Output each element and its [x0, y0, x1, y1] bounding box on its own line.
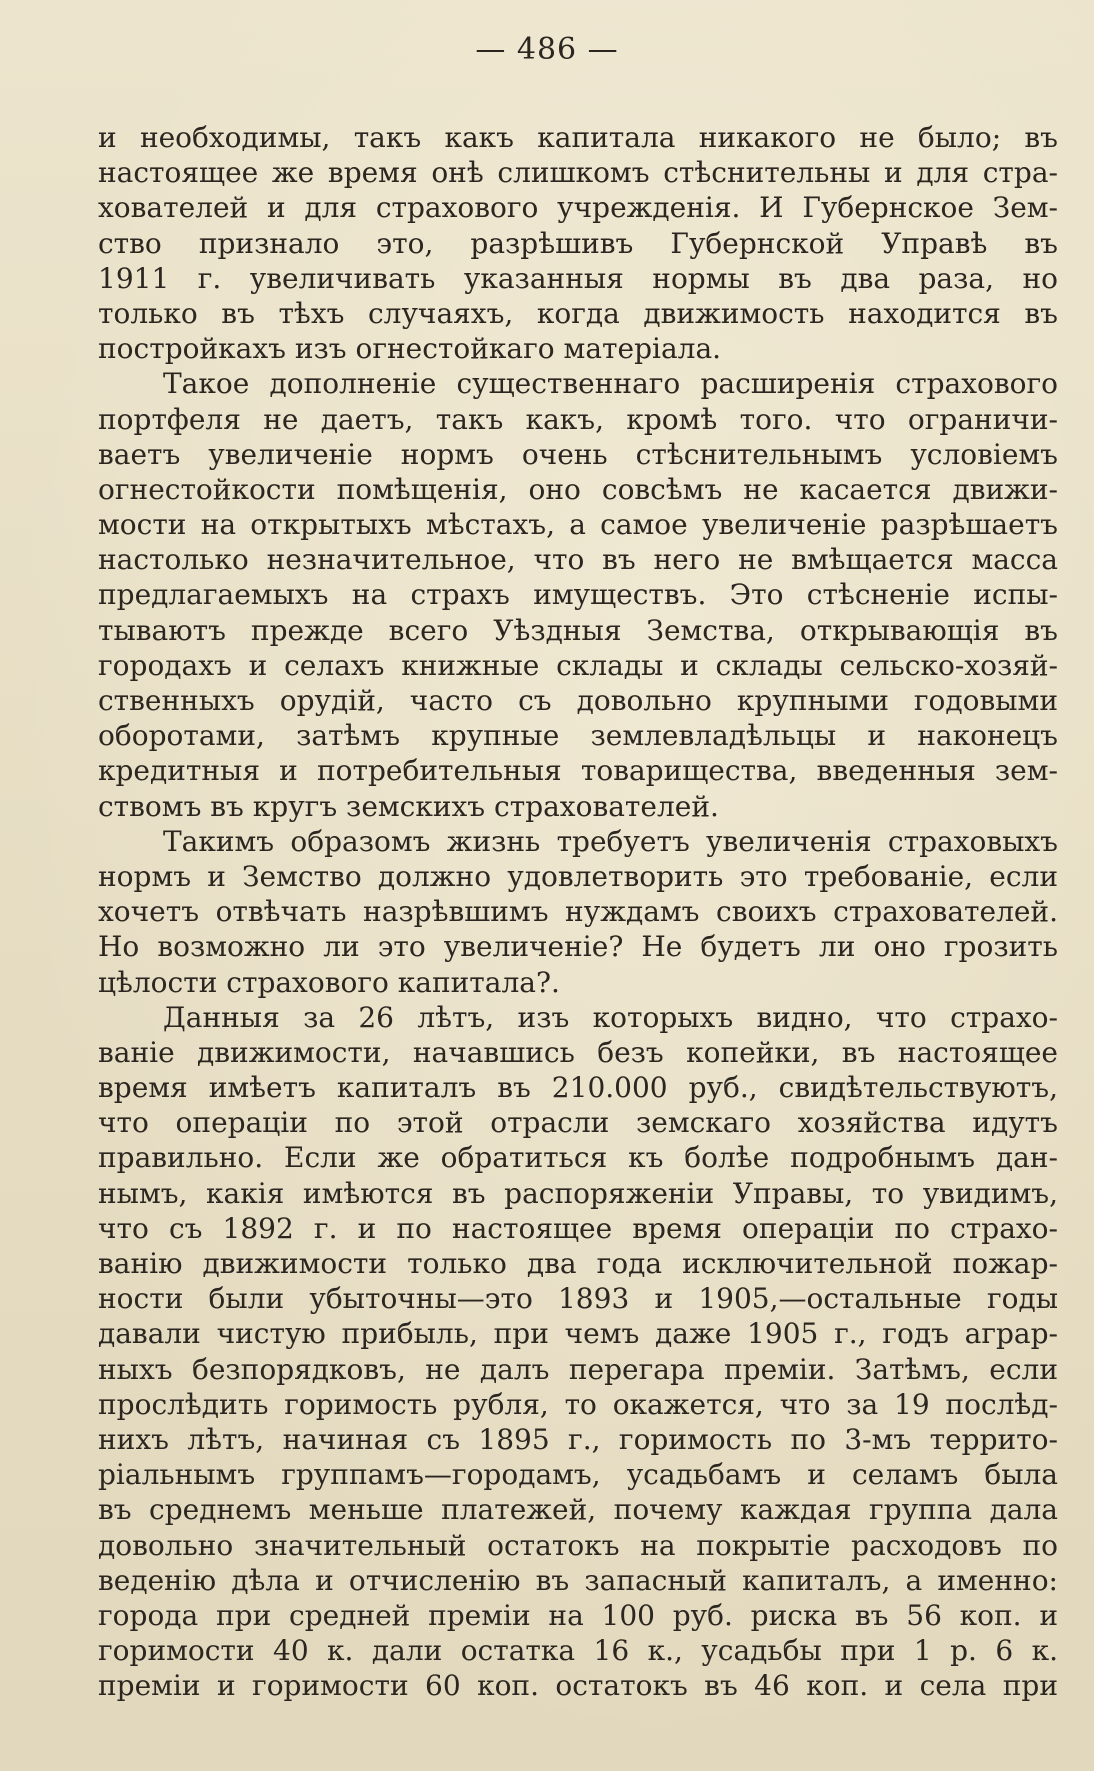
text-line: нымъ, какія имѣются въ распоряженіи Управы, то увидимъ, [98, 1176, 1058, 1210]
text-line: время имѣетъ капиталъ въ 210.000 руб., свидѣтельствуютъ, [98, 1071, 1058, 1105]
text-line: ности были убыточны—это 1893 и 1905,—остальные годы [98, 1282, 1058, 1316]
text-line: 1911 г. увеличивать указанныя нормы въ два раза, но [98, 261, 1058, 295]
text-line: правильно. Если же обратиться къ болѣе подробнымъ дан- [98, 1141, 1058, 1175]
text-line: ваетъ увеличеніе нормъ очень стѣснительнымъ условіемъ [98, 437, 1058, 471]
text-line: горимости 40 к. дали остатка 16 к., усадьбы при 1 р. 6 к. [98, 1634, 1058, 1668]
text-line: хователей и для страхового учрежденія. И Губернское Зем- [98, 191, 1058, 225]
text-line: настолько незначительное, что въ него не вмѣщается масса [98, 543, 1058, 577]
text-line: прослѣдить горимость рубля, то окажется, что за 19 послѣд- [98, 1387, 1058, 1421]
text-line: города при средней преміи на 100 руб. риска въ 56 коп. и [98, 1598, 1058, 1632]
text-line: Такимъ образомъ жизнь требуетъ увеличенія страховыхъ [163, 824, 1058, 858]
text-line: ство признало это, разрѣшивъ Губернской Управѣ въ [98, 226, 1058, 260]
text-line: преміи и горимости 60 коп. остатокъ въ 46 коп. и села при [98, 1669, 1058, 1703]
text-line: портфеля не даетъ, такъ какъ, кромѣ того. что ограничи- [98, 402, 1058, 436]
text-line: и необходимы, такъ какъ капитала никакого не было; въ [98, 121, 1058, 154]
text-line: настоящее же время онѣ слишкомъ стѣснительны и для стра- [98, 156, 1058, 190]
text-line: огнестойкости помѣщенія, оно совсѣмъ не касается движи- [98, 472, 1058, 506]
text-line: мости на открытыхъ мѣстахъ, а самое увеличеніе разрѣшаетъ [98, 508, 1058, 542]
page-number: — 486 — [475, 32, 619, 67]
text-line: ныхъ безпорядковъ, не далъ перегара преміи. Затѣмъ, если [98, 1352, 1058, 1386]
text-line: ріальнымъ группамъ—городамъ, усадьбамъ и селамъ была [98, 1458, 1058, 1492]
text-line: ственныхъ орудій, часто съ довольно крупными годовыми [98, 684, 1058, 717]
text-line: давали чистую прибыль, при чемъ даже 1905 г., годъ аграр- [98, 1317, 1058, 1351]
text-line: городахъ и селахъ книжные склады и склады сельско-хозяй- [98, 648, 1058, 682]
text-line: оборотами, затѣмъ крупные землевладѣльцы и наконецъ [98, 719, 1058, 753]
text-line: ваніе движимости, начавшись безъ копейки, въ настоящее [98, 1035, 1058, 1069]
text-line: предлагаемыхъ на страхъ имуществъ. Это стѣсненіе испы- [98, 578, 1058, 612]
text-line: ванію движимости только два года исключительной пожар- [98, 1247, 1058, 1280]
text-line: цѣлости страхового капитала?. [98, 965, 560, 999]
text-line: нормъ и Земство должно удовлетворить это требованіе, если [98, 859, 1058, 893]
text-line: веденію дѣла и отчисленію въ запасный капиталъ, а именно: [98, 1563, 1058, 1597]
text-line: что съ 1892 г. и по настоящее время операціи по страхо- [98, 1211, 1058, 1245]
text-line: что операціи по этой отрасли земскаго хозяйства идутъ [98, 1106, 1058, 1140]
text-line: ствомъ въ кругъ земскихъ страхователей. [98, 789, 719, 823]
text-line: тываютъ прежде всего Уѣздныя Земства, открывающія въ [98, 613, 1058, 647]
text-line: въ среднемъ меньше платежей, почему каждая группа дала [98, 1493, 1058, 1527]
body-text [98, 120, 1058, 1703]
text-line: кредитныя и потребительныя товарищества, введенныя зем- [98, 754, 1058, 788]
text-line: постройкахъ изъ огнестойкаго матеріала. [98, 332, 722, 366]
text-line: Но возможно ли это увеличеніе? Не будетъ ли оно грозить [98, 930, 1058, 964]
text-line: Данныя за 26 лѣтъ, изъ которыхъ видно, что страхо- [163, 1000, 1058, 1034]
text-line: довольно значительный остатокъ на покрытіе расходовъ по [98, 1528, 1058, 1562]
text-line: Такое дополненіе существеннаго расширенія страхового [163, 367, 1058, 401]
text-line: только въ тѣхъ случаяхъ, когда движимость находится въ [98, 296, 1058, 330]
text-line: нихъ лѣтъ, начиная съ 1895 г., горимость по 3-мъ террито- [98, 1422, 1058, 1456]
text-line: хочетъ отвѣчать назрѣвшимъ нуждамъ своихъ страхователей. [98, 895, 1058, 929]
